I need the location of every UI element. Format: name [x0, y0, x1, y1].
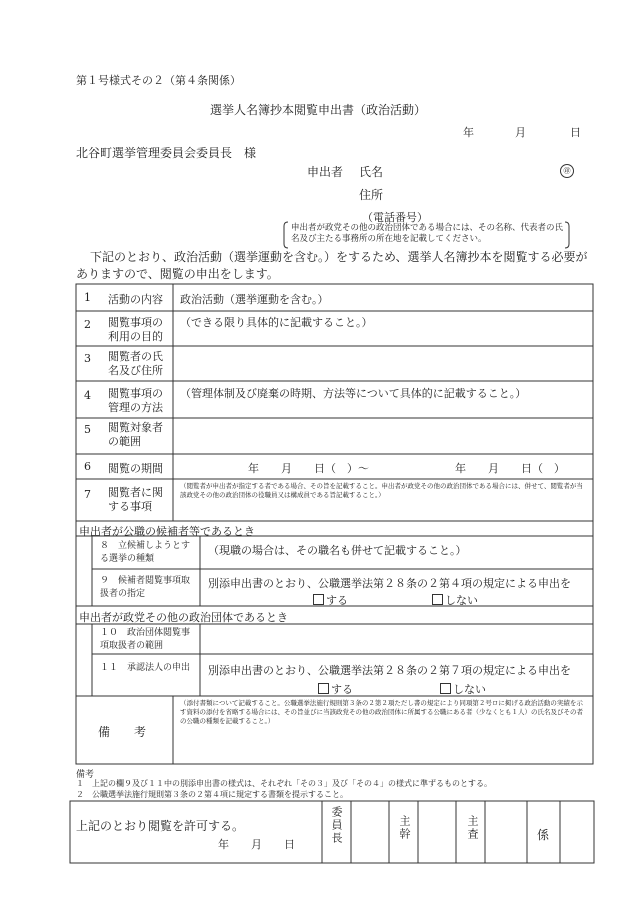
option-no-label: しない: [453, 683, 486, 696]
row-9-option-yes[interactable]: [313, 592, 348, 608]
page-title: 選挙人名簿抄本閲覧申出書（政治活動）: [210, 103, 427, 117]
remarks-label: 備 考: [98, 725, 147, 739]
row-9-option-no[interactable]: [432, 592, 478, 608]
period-end: 年 月 日（ ）: [455, 462, 565, 475]
section-candidate-header: 申出者が公職の候補者等であるとき: [79, 525, 255, 538]
note-1: １ 上記の欄９及び１１中の別添申出書の様式は、それぞれ「その３」及び「その４」の様式に準ずるものとする。: [76, 779, 492, 788]
row-6-label: 閲覧の期間: [108, 462, 163, 475]
applicant-label: 申出者: [307, 165, 344, 179]
row-5-num: 5: [84, 423, 91, 436]
row-5-label: 閲覧対象者の範囲: [108, 421, 163, 448]
row-8-content: （現職の場合は、その職名も併せて記載すること。）: [208, 544, 467, 557]
row-2-content: （できる限り具体的に記載すること。）: [180, 316, 373, 329]
row-4-label: 閲覧事項の管理の方法: [108, 387, 163, 414]
note-2: ２ 公職選挙法施行規則第３条の２第４項に規定する書類を提示すること。: [76, 790, 348, 799]
row-4-num: 4: [84, 389, 91, 402]
row-11-option-yes[interactable]: [318, 681, 353, 697]
option-yes-label: する: [326, 594, 348, 607]
row-1-num: 1: [84, 291, 91, 304]
row-7-num: 7: [84, 488, 91, 501]
row-7-label: 閲覧者に関する事項: [108, 486, 163, 513]
option-no-label: しない: [445, 594, 478, 607]
row-11-content: 別添申出書のとおり、公職選挙法第２８条の２第７項の規定による申出を: [208, 664, 571, 677]
seal-icon: ㊞: [560, 164, 574, 178]
row-7-content: （閲覧者が申出者が指定する者である場合、その旨を記載すること。申出者が政党その他の政治団体である場合には、併せて、閲覧者が当該政党その他の政治団体の役職員又は構成員である旨記載すること。）: [180, 482, 583, 499]
approval-date: 年 月 日: [218, 838, 295, 851]
row-10-label: １０ 政治団体閲覧事項取扱者の範囲: [100, 628, 191, 651]
stamp-chief: 主幹: [398, 815, 411, 841]
stamp-committee-chair: 委員長: [330, 806, 343, 845]
row-9-content: 別添申出書のとおり、公職選挙法第２８条の２第４項の規定による申出を: [208, 577, 571, 590]
row-1-label: 活動の内容: [108, 293, 163, 306]
row-2-label: 閲覧事項の利用の目的: [108, 316, 163, 343]
row-11-label: １１ 承認法人の申出: [100, 663, 191, 673]
row-1-content: 政治活動（選挙運動を含む。）: [180, 293, 329, 306]
stamp-supervisor: 主査: [466, 815, 479, 841]
checkbox-yes[interactable]: [313, 594, 324, 605]
row-4-content: （管理体制及び廃棄の時期、方法等について具体的に記載すること。）: [180, 387, 527, 400]
form-number: 第１号様式その２（第４条関係）: [76, 74, 241, 87]
option-yes-label: する: [331, 683, 353, 696]
row-2-num: 2: [84, 318, 91, 331]
row-9-label: ９ 候補者閲覧事項取扱者の指定: [100, 576, 191, 599]
applicant-phone-label: （電話番号）: [362, 211, 428, 224]
period-start: 年 月 日（ ）〜: [248, 462, 369, 475]
row-3-num: 3: [84, 352, 91, 365]
addressee: 北谷町選挙管理委員会委員長 様: [76, 146, 257, 160]
checkbox-no[interactable]: [440, 683, 451, 694]
remarks-content: （添付書類について記載すること。公職選挙法施行規則第３条の２第２項ただし書の規定により同項第２号ロに掲げる政治活動の実績を示す資料の添付を省略する場合には、その旨並びに当該政党その他の政治団体に所属する公職にある者（少なくとも１人）の氏名及びその者の公職の種類を記載すること。）: [180, 699, 583, 725]
checkbox-no[interactable]: [432, 594, 443, 605]
notes-title: 備考: [76, 770, 95, 780]
row-11-option-no[interactable]: [440, 681, 486, 697]
checkbox-yes[interactable]: [318, 683, 329, 694]
row-6-num: 6: [84, 460, 91, 473]
stamp-staff: 係: [537, 828, 550, 842]
row-3-label: 閲覧者の氏名及び住所: [108, 350, 163, 377]
applicant-address-label: 住所: [359, 188, 384, 202]
date-day-label: 日: [570, 126, 581, 139]
intro-text: 下記のとおり、政治活動（選挙運動を含む。）をするため、選挙人名簿抄本を閲覧する必要がありますので、閲覧の申出をします。: [76, 250, 588, 281]
row-8-label: ８ 立候補しようとする選挙の種類: [100, 541, 191, 564]
date-year-label: 年: [463, 126, 474, 139]
applicant-name-label: 氏名: [359, 165, 384, 179]
applicant-bracket-note: 申出者が政党その他の政治団体である場合には、その名称、代表者の氏名及び主たる事務所の所在地を記載してください。: [291, 223, 564, 244]
seal-mark: [560, 163, 574, 178]
date-month-label: 月: [515, 126, 526, 139]
section-party-header: 申出者が政党その他の政治団体であるとき: [79, 611, 288, 624]
approval-text: 上記のとおり閲覧を許可する。: [76, 819, 245, 833]
